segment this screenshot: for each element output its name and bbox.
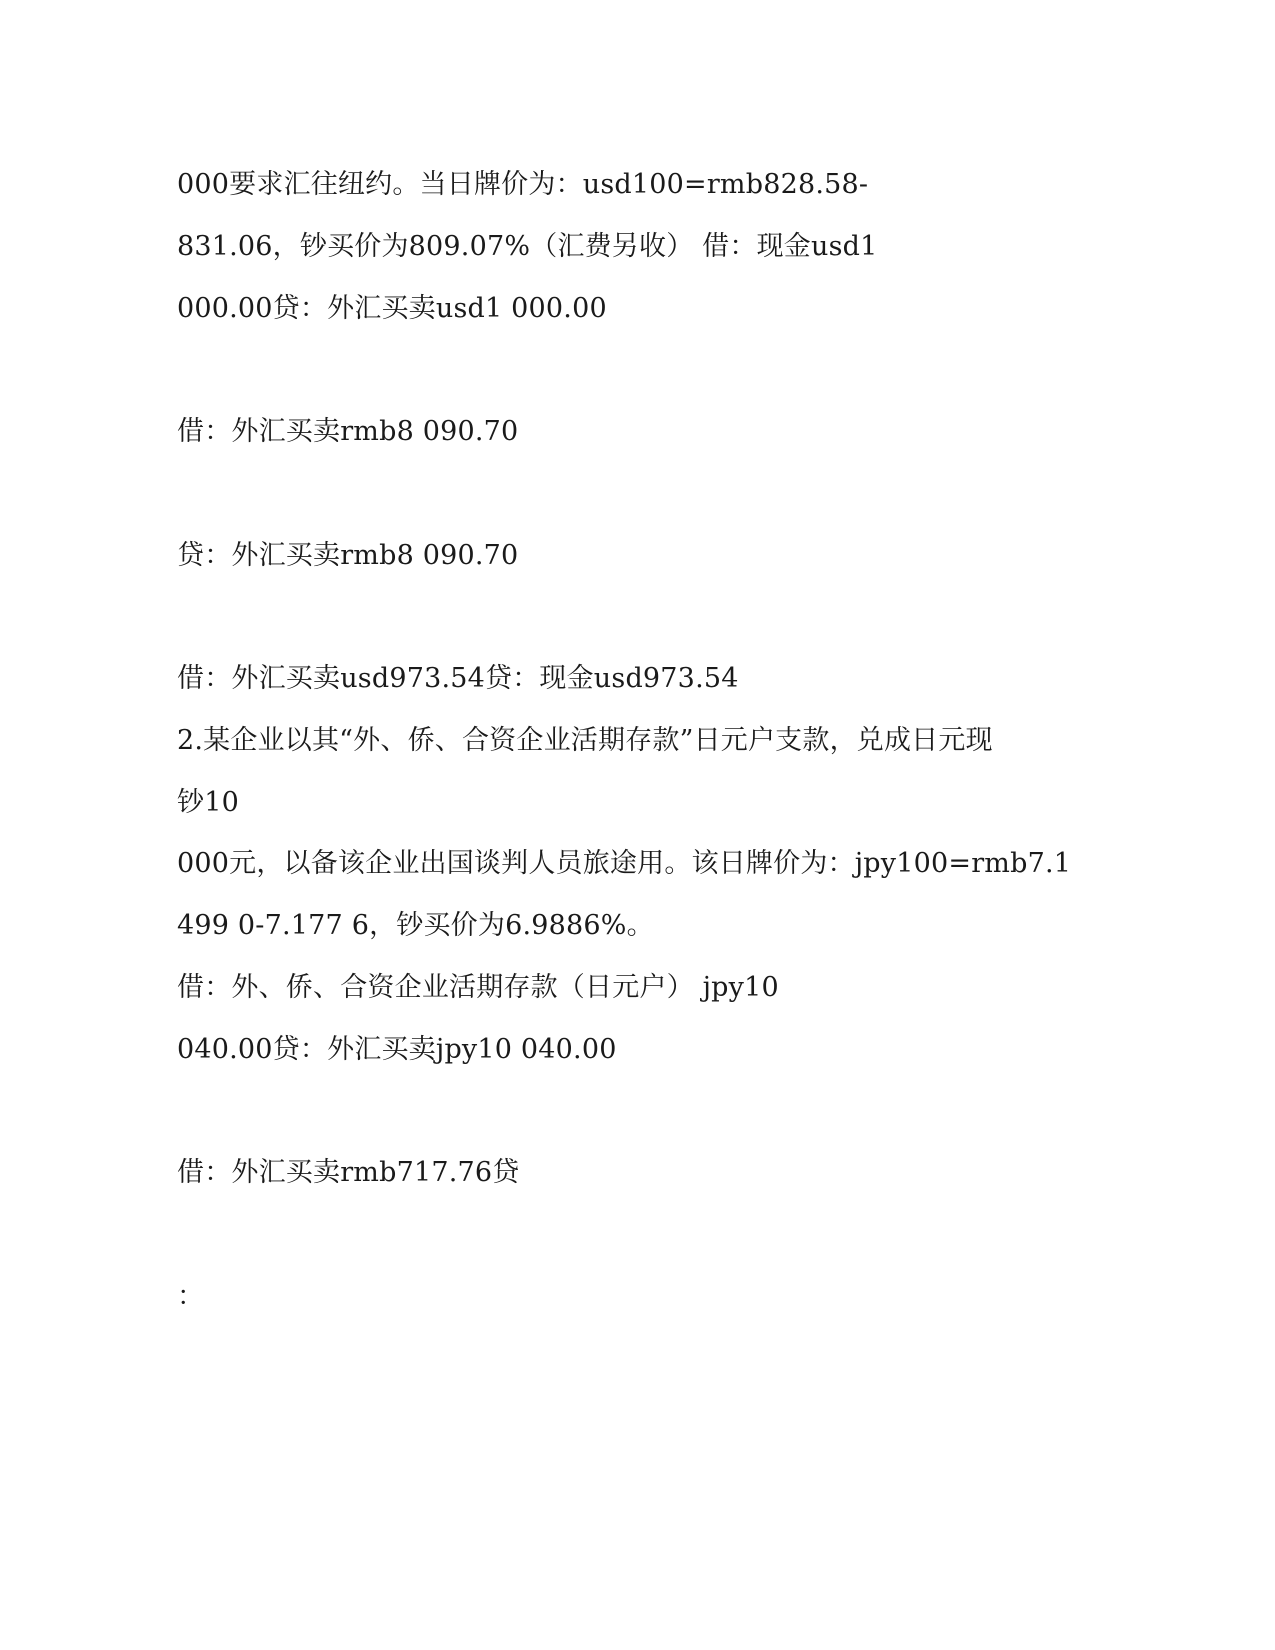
text-line-11: 借：外、侨、合资企业活期存款（日元户） jpy10 xyxy=(177,972,779,1003)
text-line-9: 000元，以备该企业出国谈判人员旅途用。该日牌价为：jpy100=rmb7.1 xyxy=(177,848,1072,879)
text-line-12: 040.00贷：外汇买卖jpy10 040.00 xyxy=(177,1034,617,1065)
text-line-13: 借：外汇买卖rmb717.76贷 xyxy=(177,1157,520,1188)
text-line-6: 借：外汇买卖usd973.54贷：现金usd973.54 xyxy=(177,663,739,694)
text-line-4: 借：外汇买卖rmb8 090.70 xyxy=(177,416,519,447)
text-line-1: 000要求汇往纽约。当日牌价为：usd100=rmb828.58- xyxy=(177,169,869,200)
text-line-2: 831.06，钞买价为809.07%（汇费另收） 借：现金usd1 xyxy=(177,231,878,262)
text-line-5: 贷：外汇买卖rmb8 090.70 xyxy=(177,540,519,571)
text-line-8: 钞10 xyxy=(177,787,239,818)
text-line-10: 499 0-7.177 6，钞买价为6.9886%。 xyxy=(177,910,654,941)
text-line-14: ： xyxy=(177,1281,205,1312)
text-line-3: 000.00贷：外汇买卖usd1 000.00 xyxy=(177,293,607,324)
text-line-7: 2.某企业以其“外、侨、合资企业活期存款”日元户支款，兑成日元现 xyxy=(177,725,993,756)
